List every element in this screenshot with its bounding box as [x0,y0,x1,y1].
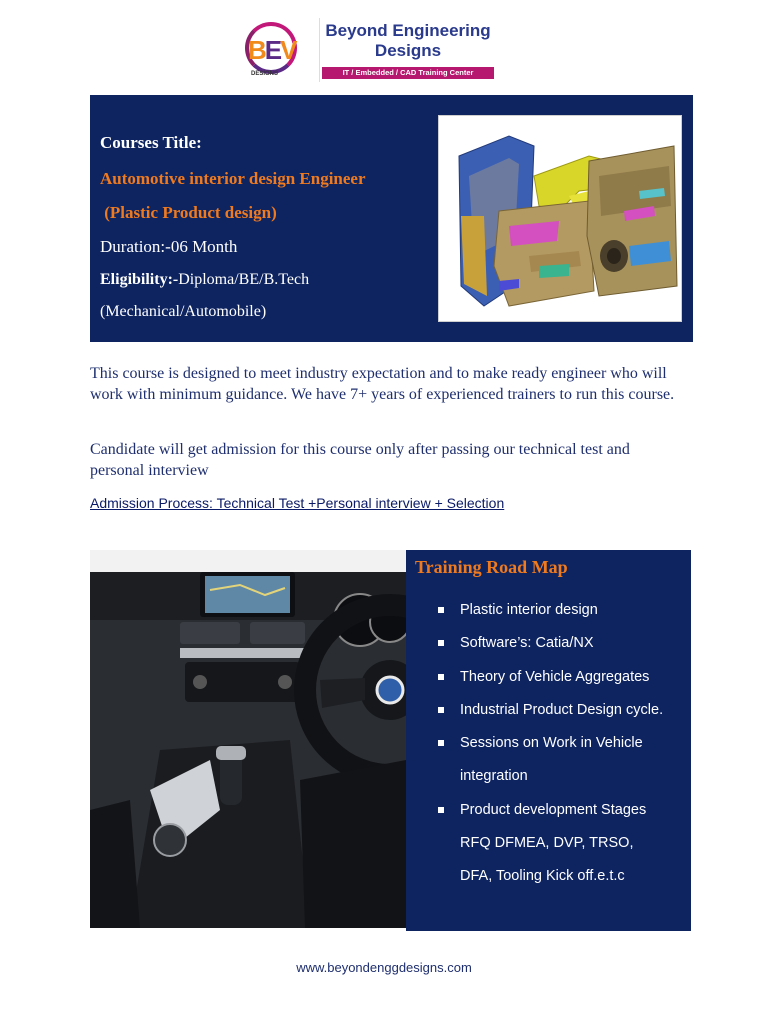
intro-paragraph-1: This course is designed to meet industry expectation and to make ready engineer who will work with minimum guidance. We have 7+ years of experienced trainers to run this course. [90,365,675,403]
roadmap-item-continuation: RFQ DFMEA, DVP, TRSO, [460,835,634,852]
bullet-icon [438,674,444,680]
roadmap-list [438,594,663,894]
brand-block [319,18,496,82]
roadmap-item: Industrial Product Design cycle. [438,694,663,727]
car-door-illustration [439,116,681,321]
company-logo [243,18,498,84]
course-name-line1: Automotive interior design Engineer [100,169,366,188]
roadmap-item: Product development Stages [438,794,663,827]
car-door-cad-image [438,115,682,322]
eligibility-label: Eligibility:- [100,271,179,288]
roadmap-item-continuation: DFA, Tooling Kick off.e.t.c [460,868,625,885]
training-roadmap-panel [406,550,691,931]
course-name-line2: (Plastic Product design) [100,203,277,222]
brand-name-line1: Beyond Engineering [325,21,491,40]
eligibility-value: Diploma/BE/B.Tech [178,271,310,288]
bev-logo-mark [243,22,305,82]
roadmap-item: Software’s: Catia/NX [438,627,663,660]
course-header-panel [90,95,693,342]
roadmap-item: Sessions on Work in Vehicle [438,727,663,760]
roadmap-item-continuation: integration [460,768,528,785]
course-title-label: Courses Title: [100,133,202,152]
eligibility-branch: (Mechanical/Automobile) [100,303,267,320]
bullet-icon [438,807,444,813]
bullet-icon [438,640,444,646]
brand-tagline: IT / Embedded / CAD Training Center [322,67,494,79]
bullet-icon [438,740,444,746]
website-url[interactable]: www.beyondenggdesigns.com [296,960,472,975]
car-interior-illustration [90,550,406,928]
car-interior-photo [90,550,406,928]
brand-name-line2: Designs [374,41,442,60]
admission-process: Admission Process: Technical Test +Personal interview + Selection [90,495,505,511]
logo-subtext: DESIGNS [251,71,279,77]
roadmap-title: Training Road Map [415,557,568,577]
course-eligibility [100,271,430,289]
intro-paragraph-2: Candidate will get admission for this course only after passing our technical test and personal interview [90,441,630,479]
roadmap-item: Plastic interior design [438,594,663,627]
logo-letters: BEV [248,35,296,65]
bullet-icon [438,707,444,713]
brand-name [320,21,496,61]
course-duration: Duration:-06 Month [100,237,238,256]
roadmap-item: Theory of Vehicle Aggregates [438,661,663,694]
bullet-icon [438,607,444,613]
course-info [100,133,430,335]
